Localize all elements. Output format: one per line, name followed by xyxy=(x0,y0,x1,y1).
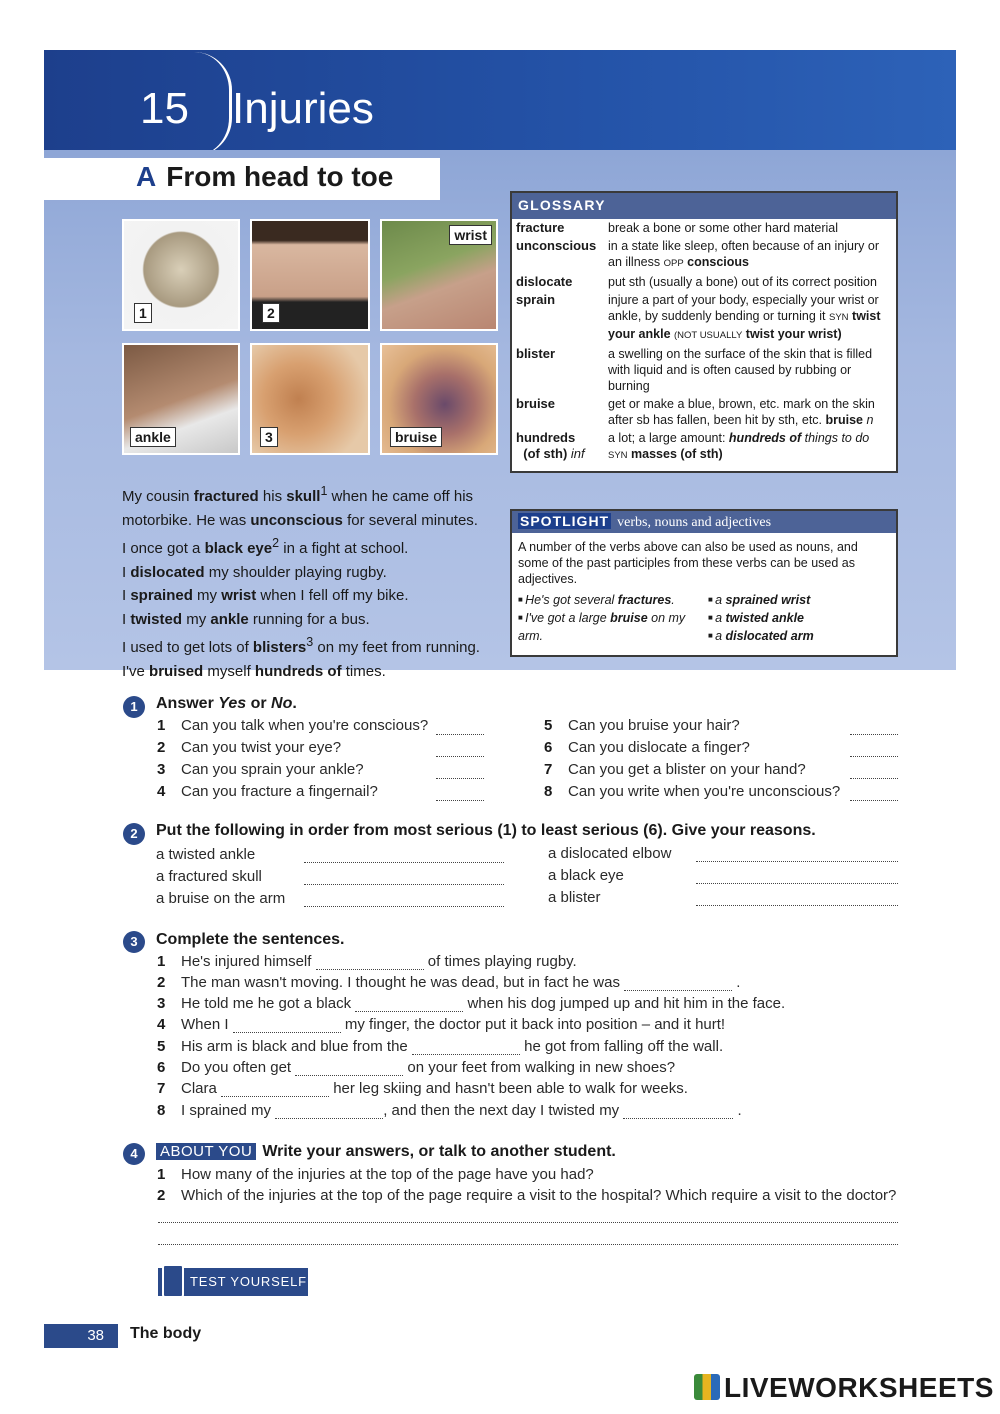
ranking-item: a black eye xyxy=(548,867,624,884)
question: 6 Can you dislocate a finger? xyxy=(544,739,750,756)
photo-label: 3 xyxy=(260,427,278,447)
sentence-item: 1 He's injured himself of times playing rugby. xyxy=(157,953,577,970)
answer-blank[interactable] xyxy=(850,756,898,757)
answer-blank[interactable] xyxy=(696,861,898,862)
sentence: I once got a black eye$^2$ in a fight at school. xyxy=(122,536,409,557)
exercise-number: 2 xyxy=(123,823,145,845)
ranking-item: a dislocated elbow xyxy=(548,845,672,862)
unit-title: Injuries xyxy=(232,84,374,133)
unit-number: 15 xyxy=(140,84,189,133)
book-icon xyxy=(162,1264,184,1298)
spotlight-examples-left xyxy=(518,591,708,645)
answer-blank[interactable] xyxy=(412,1043,520,1055)
footer-section: The body xyxy=(130,1325,202,1342)
spotlight-examples-right xyxy=(708,591,814,645)
section-letter: A xyxy=(136,161,157,192)
answer-blank[interactable] xyxy=(304,906,504,907)
answer-blank[interactable] xyxy=(275,1107,383,1119)
answer-blank[interactable] xyxy=(850,778,898,779)
photo-skull xyxy=(122,219,240,331)
answer-blank[interactable] xyxy=(436,778,484,779)
question: 3 Can you sprain your ankle? xyxy=(157,761,364,778)
photo-label: wrist xyxy=(449,225,492,245)
exercise-number: 4 xyxy=(123,1143,145,1165)
about-you-badge: ABOUT YOU xyxy=(156,1143,256,1160)
answer-line[interactable] xyxy=(158,1244,898,1245)
example-sentences xyxy=(122,480,502,683)
glossary-entry: blister a swelling on the surface of the skin that is filled with liquid and is often caused by rubbing or burning xyxy=(516,346,873,393)
test-yourself-label: TEST YOURSELF xyxy=(190,1274,307,1289)
ranking-item: a twisted ankle xyxy=(156,846,256,863)
sentence: I dislocated my shoulder playing rugby. xyxy=(122,563,387,581)
answer-blank[interactable] xyxy=(850,734,898,735)
spotlight-text: A number of the verbs above can also be used as nouns, and some of the past participles from these verbs can be used as adjectives. xyxy=(518,540,858,586)
ranking-item: a blister xyxy=(548,889,601,906)
glossary-entry: sprain injure a part of your body, especially your wrist or ankle, by suddenly bending or turning it SYN twist your ankle (NOT USUALLY twist your wrist) xyxy=(516,292,881,341)
sentence-item: 7 Clara her leg skiing and hasn't been able to walk for weeks. xyxy=(157,1080,688,1097)
answer-blank[interactable] xyxy=(233,1021,341,1033)
exercise-title: Complete the sentences. xyxy=(156,931,345,948)
glossary-entry: dislocate put sth (usually a bone) out of its correct position xyxy=(516,274,877,289)
spotlight-box xyxy=(510,509,898,657)
test-yourself-button[interactable] xyxy=(158,1268,308,1296)
answer-blank[interactable] xyxy=(316,958,424,970)
answer-blank[interactable] xyxy=(221,1085,329,1097)
sentence-item: 6 Do you often get on your feet from walking in new shoes? xyxy=(157,1059,676,1076)
answer-blank[interactable] xyxy=(624,979,732,991)
question: 7 Can you get a blister on your hand? xyxy=(544,761,806,778)
question: 1 Can you talk when you're conscious? xyxy=(157,717,429,734)
sentence-item: 2 The man wasn't moving. I thought he was dead, but in fact he was . xyxy=(157,974,741,991)
photo-label: bruise xyxy=(390,427,442,447)
exercise-number: 1 xyxy=(123,696,145,718)
section-title-text: From head to toe xyxy=(166,161,394,192)
exercise-title: Put the following in order from most serious (1) to least serious (6). Give your reasons. xyxy=(156,822,816,839)
photo-wrist xyxy=(380,219,498,331)
watermark: LIVEWORKSHEETS xyxy=(694,1372,994,1404)
unit-header xyxy=(44,50,956,150)
exercise-title: ABOUT YOU Write your answers, or talk to another student. xyxy=(156,1143,616,1161)
glossary-box xyxy=(510,191,898,473)
answer-blank[interactable] xyxy=(304,884,504,885)
glossary-entry: unconscious in a state like sleep, often because of an injury or an illness OPP conscious xyxy=(516,238,879,269)
exercise-number: 3 xyxy=(123,931,145,953)
sentence-item: 4 When I my finger, the doctor put it back into position – and it hurt! xyxy=(157,1016,726,1033)
liveworksheets-logo-icon xyxy=(694,1374,720,1400)
glossary-entry: bruise get or make a blue, brown, etc. mark on the skin after sb has fallen, been hit by sth, etc. bruise n xyxy=(516,396,875,427)
sentence: My cousin fractured his skull$^1$ when he came off his motorbike. He was unconscious for several minutes. xyxy=(122,484,478,529)
glossary-entry: fracture break a bone or some other hard material xyxy=(516,220,838,235)
answer-line[interactable] xyxy=(158,1222,898,1223)
worksheet-page xyxy=(44,50,956,1350)
answer-blank[interactable] xyxy=(436,734,484,735)
spotlight-example: ■ He's got several fractures. xyxy=(518,591,708,609)
sentence-item: 3 He told me he got a black when his dog jumped up and hit him in the face. xyxy=(157,995,786,1012)
spotlight-example: ■ I've got a large bruise on my arm. xyxy=(518,609,708,645)
question: 5 Can you bruise your hair? xyxy=(544,717,740,734)
spotlight-example: ■ a dislocated arm xyxy=(708,627,814,645)
photo-bruise xyxy=(380,343,498,455)
spotlight-heading: SPOTLIGHT verbs, nouns and adjectives xyxy=(512,511,896,533)
spotlight-example: ■ a twisted ankle xyxy=(708,609,814,627)
sentence: I used to get lots of blisters$^3$ on my feet from running. xyxy=(122,635,480,656)
question: 8 Can you write when you're unconscious? xyxy=(544,783,841,800)
answer-blank[interactable] xyxy=(295,1064,403,1076)
answer-blank[interactable] xyxy=(850,800,898,801)
answer-blank[interactable] xyxy=(696,883,898,884)
exercise-title: Answer Yes or No. xyxy=(156,695,297,712)
page-number: 38 xyxy=(44,1324,118,1348)
answer-blank[interactable] xyxy=(355,1000,463,1012)
glossary-table xyxy=(512,219,896,465)
photo-blister xyxy=(250,343,370,455)
sentence-item: 8 I sprained my , and then the next day I twisted my . xyxy=(157,1102,742,1119)
answer-blank[interactable] xyxy=(696,905,898,906)
glossary-heading: GLOSSARY xyxy=(512,193,896,219)
sentence: I've bruised myself hundreds of times. xyxy=(122,662,386,680)
sentence: I sprained my wrist when I fell off my bike. xyxy=(122,587,409,604)
answer-blank[interactable] xyxy=(623,1107,733,1119)
answer-blank[interactable] xyxy=(436,800,484,801)
section-title xyxy=(44,158,440,200)
ranking-item: a bruise on the arm xyxy=(156,890,286,907)
sentence-item: 5 His arm is black and blue from the he got from falling off the wall. xyxy=(157,1038,724,1055)
photo-label: 1 xyxy=(134,303,152,323)
answer-blank[interactable] xyxy=(304,862,504,863)
question: 1 How many of the injuries at the top of the page have you had? xyxy=(157,1166,594,1183)
question: 2 Can you twist your eye? xyxy=(157,739,342,756)
photo-black-eye xyxy=(250,219,370,331)
photo-ankle xyxy=(122,343,240,455)
glossary-entry: hundreds (of sth) inf a lot; a large amount: hundreds of things to do SYN masses (of sth) xyxy=(516,430,870,461)
photo-label: 2 xyxy=(262,303,280,323)
photo-label: ankle xyxy=(130,427,176,447)
header-divider xyxy=(194,52,232,156)
spotlight-example: ■ a sprained wrist xyxy=(708,591,814,609)
question: 2 Which of the injuries at the top of the page require a visit to the hospital? Which require a visit to the doctor? xyxy=(157,1187,897,1204)
ranking-item: a fractured skull xyxy=(156,868,262,885)
answer-blank[interactable] xyxy=(436,756,484,757)
sentence: I twisted my ankle running for a bus. xyxy=(122,610,370,628)
question: 4 Can you fracture a fingernail? xyxy=(157,783,378,800)
